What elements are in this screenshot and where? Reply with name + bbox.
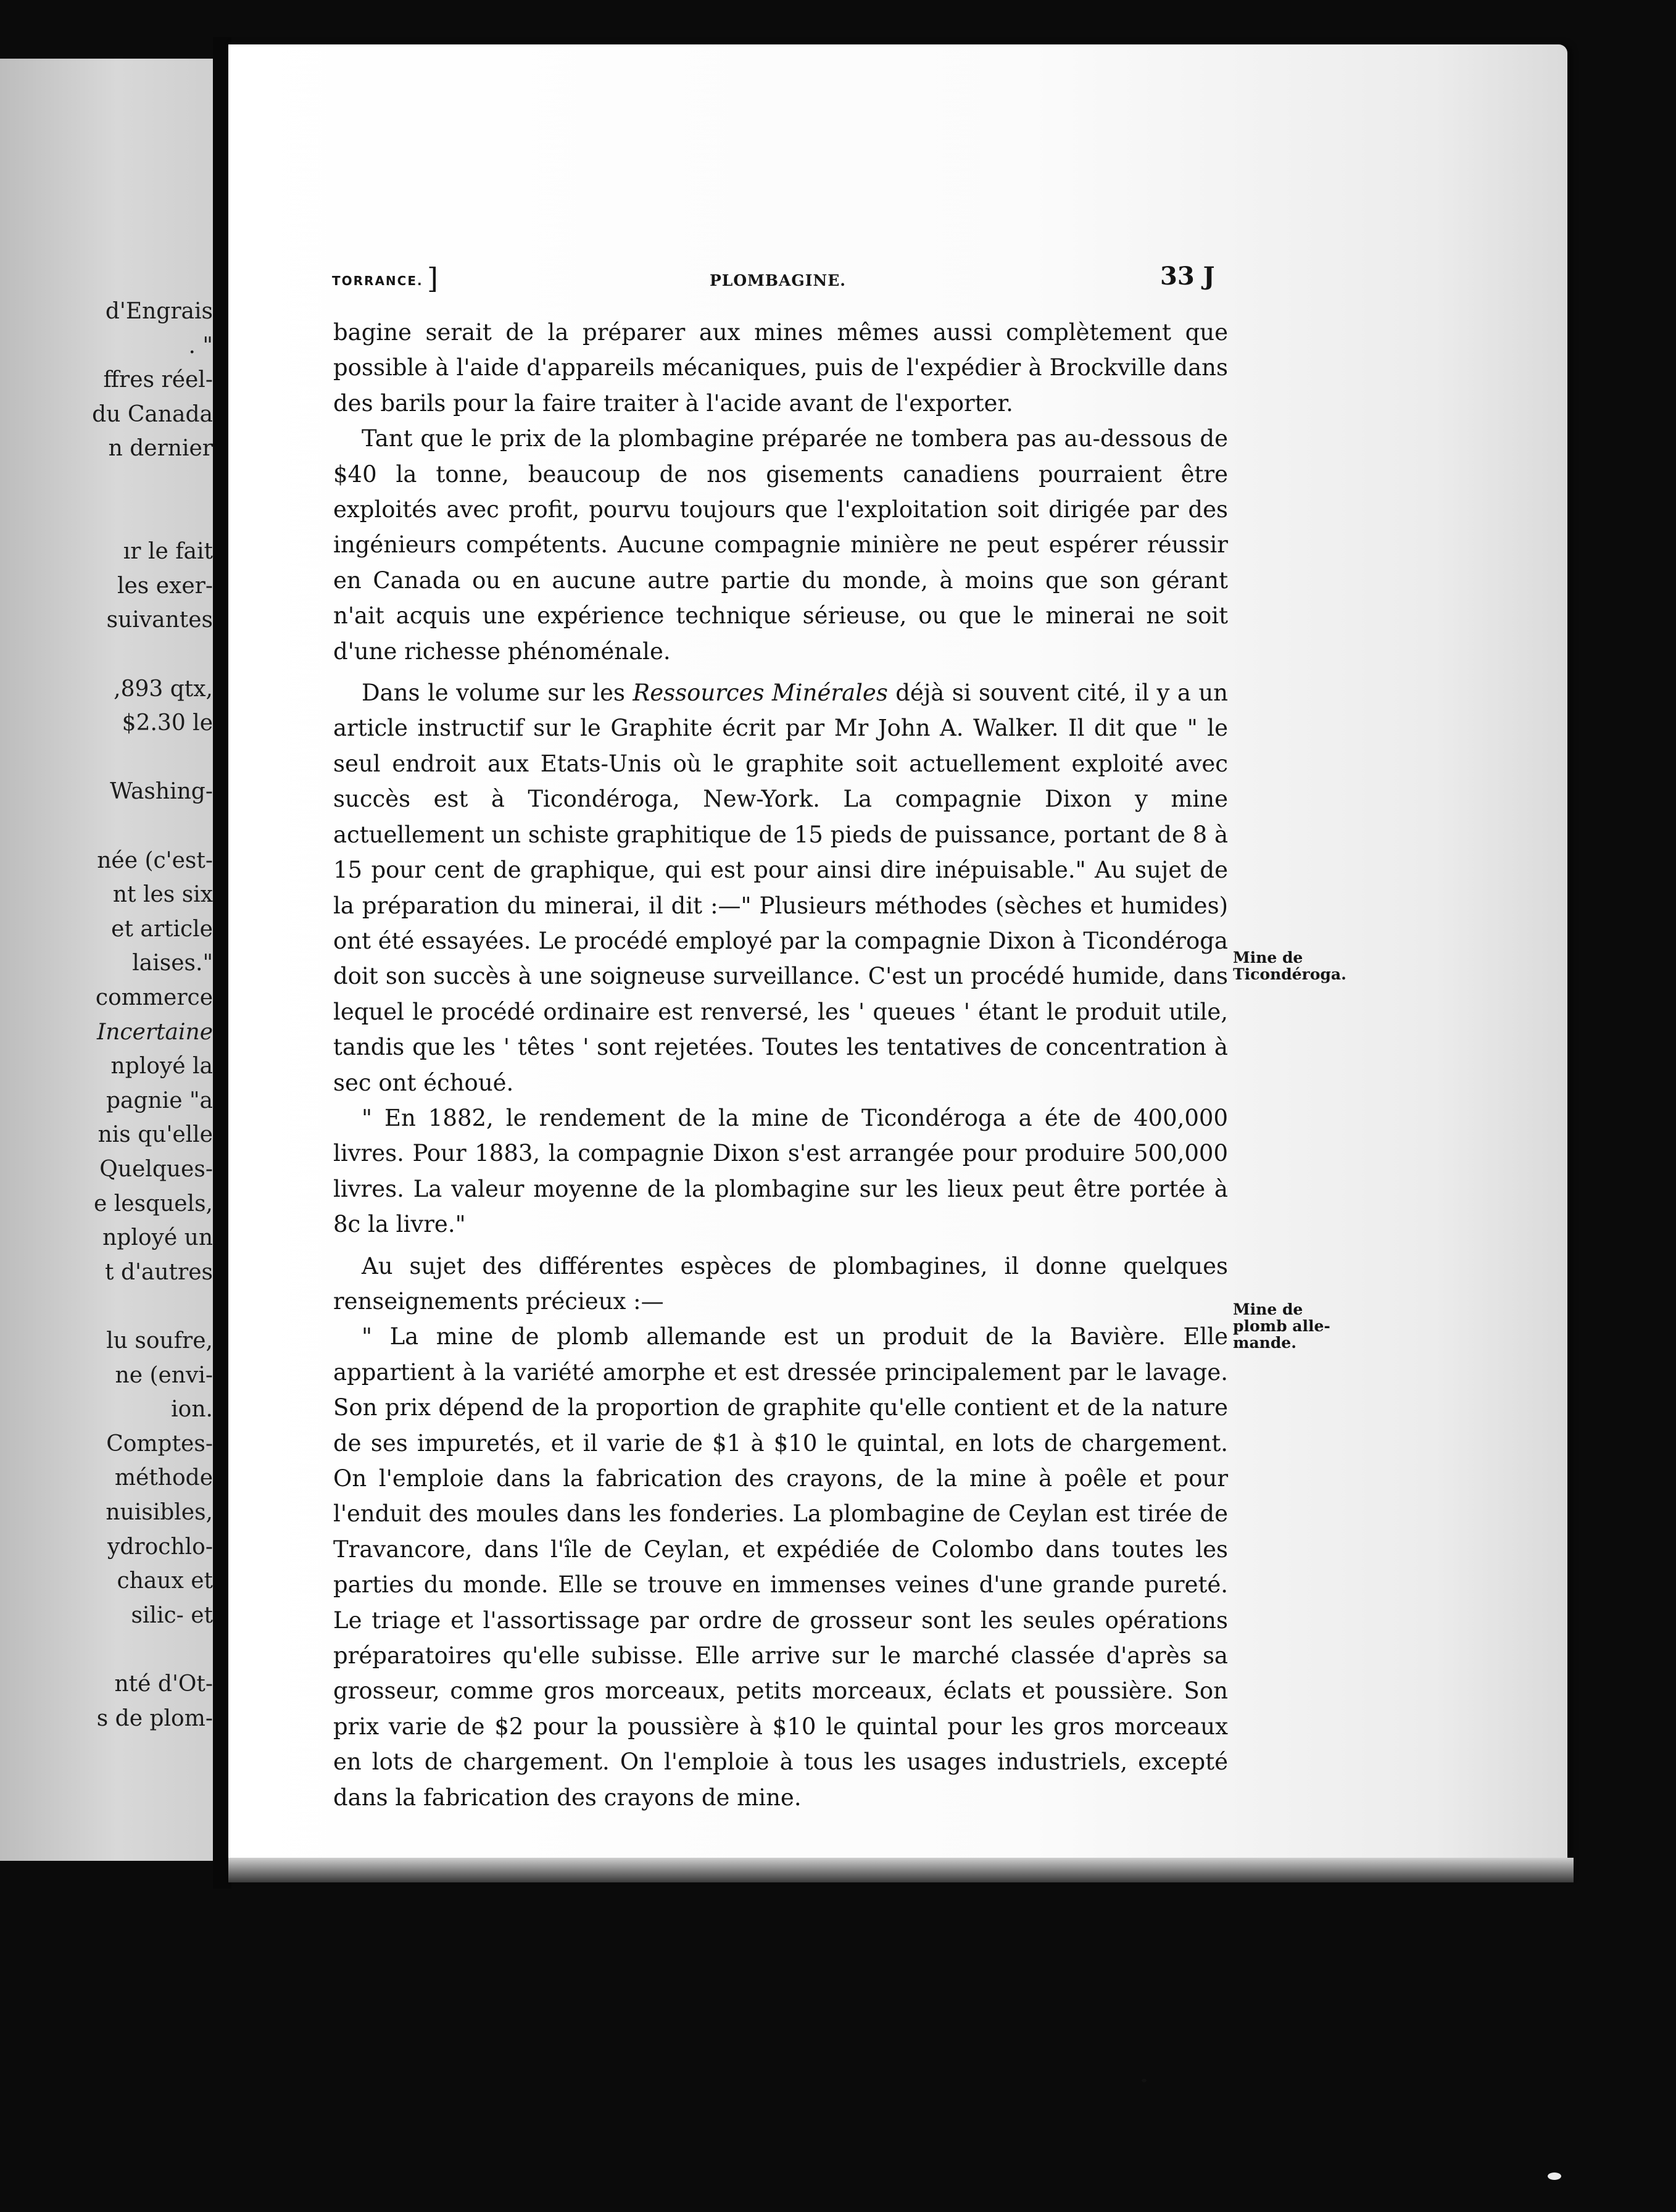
left-page-line: ydrochlo- <box>107 1534 213 1560</box>
left-page-line: . " <box>188 333 213 359</box>
left-page-line: laises." <box>132 950 213 976</box>
margin-note-ticonderoga <box>1233 949 1387 983</box>
left-page-line: commerce <box>95 985 213 1010</box>
left-page-line: suivantes <box>106 607 213 633</box>
left-page-line: nis qu'elle <box>97 1122 213 1148</box>
left-page-line: t d'autres <box>105 1259 213 1285</box>
paragraph: Tant que le prix de la plombagine préparée ne tombera pas au-dessous de $40 la tonne, beaucoup de nos gisements canadiens pourraient être exploités avec profit, pourvu toujours que l'exploitation soit dirigée par des ingénieurs compétents. Aucune compagnie minière ne peut espérer réussir en Canada ou en aucune autre partie du monde, à moins que son gérant n'ait acquis une expérience technique sérieuse, ou que le minerai ne soit d'une richesse phénoménale. <box>333 425 1228 665</box>
paragraph: " La mine de plomb allemande est un produit de la Bavière. Elle appartient à la variété amorphe et est dressée principalement par le lavage. Son prix dépend de la proportion de graphite qu'elle contient et de la nature de ses impuretés, et il varie de $1 à $10 le quintal, en lots de chargement. On l'emploie dans la fabrication des crayons, de la mine à poêle et pour l'enduit des moules dans les fonderies. La plombagine de Ceylan est tirée de Travancore, dans l'île de Ceylan, et expédiée de Colombo dans toutes les parties du monde. Elle se trouve en immenses veines d'une grande pureté. Le triage et l'assortissage par ordre de grosseur sont les seules opérations préparatoires qu'elle subisse. Elle arrive sur le marché classée d'après sa grosseur, comme gros morceaux, petits morceaux, éclats et poussière. Son prix varie de $2 pour la poussière à $10 le quintal pour les gros morceaux en lots de chargement. On l'emploie à tous les usages industriels, excepté dans la fabrication des crayons de mine. <box>333 1323 1228 1811</box>
running-head-bracket: ] <box>427 262 438 295</box>
left-page-line: nployé la <box>110 1054 213 1079</box>
paragraph-text: Dans le volume sur les <box>362 680 633 707</box>
page-bottom-shadow <box>228 1858 1574 1882</box>
left-page-fragment <box>0 59 213 1861</box>
left-page-line: ffres réel- <box>103 367 213 393</box>
left-page-line: pagnie "a <box>106 1087 213 1113</box>
left-page-line: Incertaine <box>96 1019 213 1045</box>
left-page-line: nté d'Ot- <box>114 1671 213 1697</box>
margin-note-line: mande. <box>1233 1334 1296 1352</box>
left-page-line: nployé un <box>102 1225 213 1251</box>
paragraph-text: déjà si souvent cité, il y a un article instructif sur le Graphite écrit par Mr John A. Walker. Il dit que " le seul endroit aux Etats-Unis où le graphite soit actuellement exploité avec succès est à Ticondéroga, New-York. La compagnie Dixon y mine actuellement un schiste graphitique de 15 pieds de puissance, portant de 8 à 15 pour cent de graphique, qui est pour ainsi dire inépuisable." Au sujet de la préparation du minerai, il dit :—" Plusieurs méthodes (sèches et humides) ont été essayées. Le procédé employé par la compagnie Dixon à Ticondéroga doit son succès à une soigneuse surveillance. C'est un procédé humide, dans lequel le procédé ordinaire est renversé, les ' queues ' étant le produit utile, tandis que les ' têtes ' sont rejetées. Toutes les tentatives de concentration à sec ont échoué. <box>333 680 1228 1096</box>
running-head-author: TORRANCE. <box>332 273 423 288</box>
body-text <box>333 315 1228 1815</box>
left-page-line: s de plom- <box>96 1705 213 1731</box>
left-page-line: n dernier <box>108 436 213 462</box>
left-page-line: chaux et <box>117 1568 213 1594</box>
book-title: Ressources Minérales <box>633 680 888 707</box>
left-page-line: ,893 qtx, <box>114 676 213 702</box>
paragraph: Au sujet des différentes espèces de plombagines, il donne quelques renseignements précieux :— <box>333 1252 1228 1315</box>
left-page-line: Comptes- <box>106 1431 213 1457</box>
left-page-line: ır le fait <box>123 539 213 565</box>
left-page-line: d'Engrais <box>105 299 213 324</box>
left-page-line: du Canada <box>92 401 213 427</box>
margin-note-line: plomb alle- <box>1233 1317 1330 1335</box>
left-page-line: $2.30 le <box>122 710 213 736</box>
left-page-line: ne (envi- <box>115 1362 213 1388</box>
running-head-title: PLOMBAGINE. <box>710 272 847 289</box>
left-page-line: Quelques- <box>99 1157 213 1182</box>
left-page-line: ion. <box>171 1397 213 1423</box>
scan-speck <box>1548 2172 1561 2180</box>
paragraph: " En 1882, le rendement de la mine de Ticondéroga a éte de 400,000 livres. Pour 1883, la compagnie Dixon s'est arrangée pour produire 500,000 livres. La valeur moyenne de la plombagine sur les lieux peut être portée à 8c la livre." <box>333 1104 1228 1238</box>
left-page-line: méthode <box>114 1465 213 1491</box>
margin-note-line: Ticondéroga. <box>1233 965 1346 983</box>
paragraph <box>333 675 1228 1100</box>
margin-note-line: Mine de <box>1233 949 1303 967</box>
left-page-line: et article <box>111 916 213 942</box>
left-page-line: silic- et <box>131 1602 213 1628</box>
left-page-line: lu soufre, <box>106 1328 213 1353</box>
page-number: 33 J <box>1160 262 1215 291</box>
left-page-line: Washing- <box>110 779 213 805</box>
margin-note-plomb-allemande <box>1233 1301 1387 1351</box>
paragraph: bagine serait de la préparer aux mines mêmes aussi complètement que possible à l'aide d'appareils mécaniques, puis de l'expédier à Brockville dans des barils pour la faire traiter à l'acide avant de l'exporter. <box>333 319 1228 417</box>
left-page-line: e lesquels, <box>93 1191 213 1216</box>
left-page-line: née (c'est- <box>97 847 213 873</box>
left-page-line: nt les six <box>112 882 213 908</box>
scan-speck <box>1142 2079 1147 2082</box>
margin-note-line: Mine de <box>1233 1300 1303 1318</box>
left-page-line: les exer- <box>117 573 213 599</box>
left-page-line: nuisibles, <box>106 1500 213 1525</box>
